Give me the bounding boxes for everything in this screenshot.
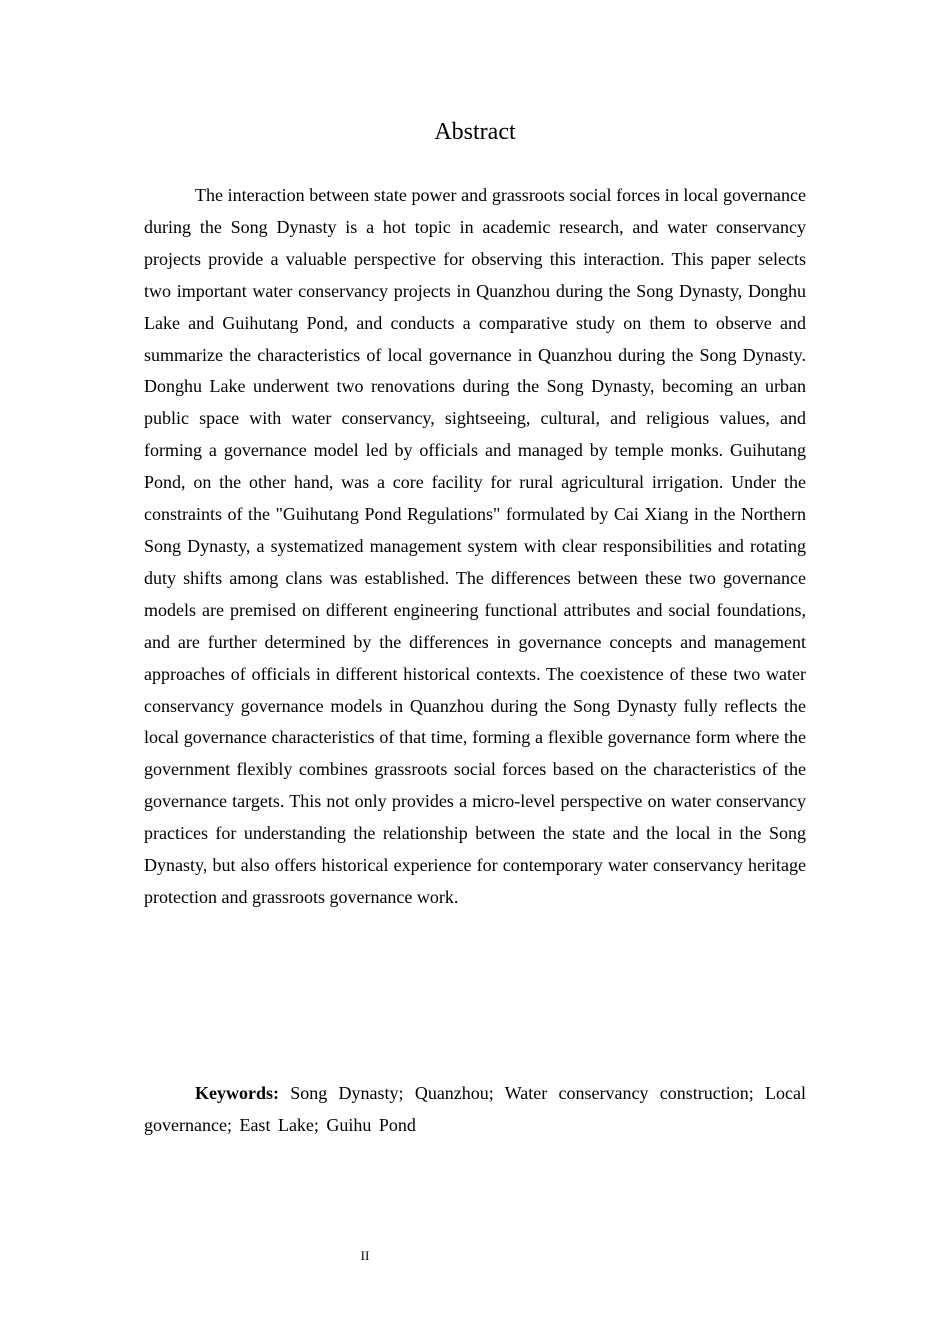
keywords-list: Song Dynasty; Quanzhou; Water conservancy construction; Local governance; East Lake; Guihu Pond [144,1083,806,1135]
abstract-title: Abstract [434,119,516,145]
keywords-label: Keywords: [195,1083,279,1103]
page-number: II [360,1248,370,1263]
keywords-line [144,1078,806,1142]
abstract-paragraph: The interaction between state power and grassroots social forces in local governance during the Song Dynasty is a hot topic in academic research, and water conservancy projects provide a valuable perspective for observing this interaction. This paper selects two important water conservancy projects in Quanzhou during the Song Dynasty, Donghu Lake and Guihutang Pond, and conducts a comparative study on them to observe and summarize the characteristics of local governance in Quanzhou during the Song Dynasty. Donghu Lake underwent two renovations during the Song Dynasty, becoming an urban public space with water conservancy, sightseeing, cultural, and religious values, and forming a governance model led by officials and managed by temple monks. Guihutang Pond, on the other hand, was a core facility for rural agricultural irrigation. Under the constraints of the "Guihutang Pond Regulations" formulated by Cai Xiang in the Northern Song Dynasty, a systematized management system with clear responsibilities and rotating duty shifts among clans was established. The differences between these two governance models are premised on different engineering functional attributes and social foundations, and are further determined by the differences in governance concepts and management approaches of officials in different historical contexts. The coexistence of these two water conservancy governance models in Quanzhou during the Song Dynasty fully reflects the local governance characteristics of that time, forming a flexible governance form where the government flexibly combines grassroots social forces based on the characteristics of the governance targets. This not only provides a micro-level perspective on water conservancy practices for understanding the relationship between the state and the local in the Song Dynasty, but also offers historical experience for contemporary water conservancy heritage protection and grassroots governance work. [144,185,806,907]
